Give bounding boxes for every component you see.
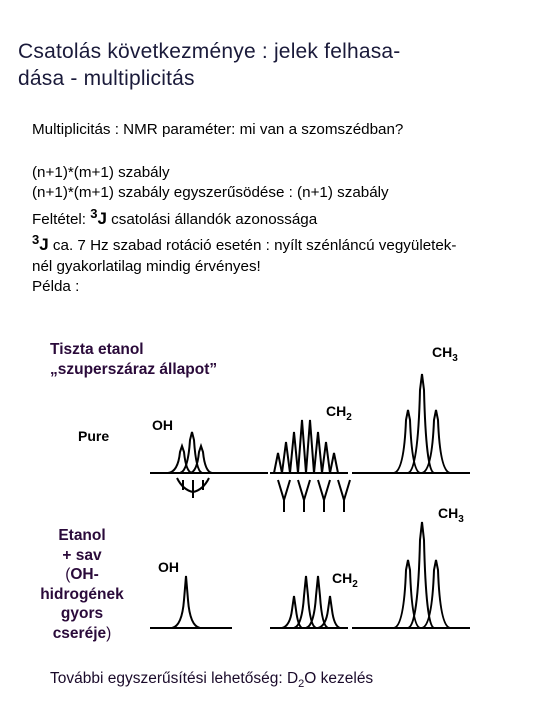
pure-oh-peak-3 [190, 446, 212, 473]
acid-label-line-4: hidrogének [40, 585, 124, 603]
rule-line-1: (n+1)*(m+1) szabály [32, 163, 170, 181]
title-line-2: dása - multiplicitás [18, 67, 195, 90]
ch2-line-2 [282, 442, 290, 473]
condition-prefix: Feltétel: [32, 210, 91, 228]
ch2-line-5 [306, 420, 314, 473]
coupling-superscript: 3 [32, 232, 40, 247]
acid-label-line-6: cseréje) [52, 624, 112, 642]
ch2-line-8 [330, 453, 338, 473]
ch2-line-6 [314, 432, 322, 473]
ch2-line-7 [322, 442, 330, 473]
coupling-j: J [39, 235, 49, 254]
pure-ch3-label: $CH_3$ [432, 344, 458, 364]
acid-oh-singlet [172, 576, 200, 628]
pure-spectrum-label: Pure [78, 428, 110, 444]
pure-ch3-peak-1 [394, 410, 420, 473]
pure-ch2-label: $CH_2$ [326, 403, 352, 423]
title-line-1: Csatolás következménye : jelek felhasa- [18, 40, 401, 63]
coupling-text-1: ca. 7 Hz szabad rotáció esetén : nyílt szénláncú vegyületek- [48, 237, 457, 254]
acid-oh-label: OH [158, 559, 179, 575]
pure-label-line-1: Tiszta etanol [50, 341, 144, 358]
acid-label-line-3: (OH- [65, 566, 99, 583]
acid-label-line-5: gyors [60, 605, 104, 622]
question-line: Multiplicitás : NMR paraméter: mi van a szomszédban? [32, 121, 404, 138]
coupling-line-2: nél gyakorlatilag mindig érvényes! [32, 257, 261, 275]
rule-line-2: (n+1)*(m+1) szabály egyszerűsödése : (n+1) szabály [32, 184, 389, 201]
acid-ch3-peak-1 [394, 560, 420, 628]
ch2-line-4 [298, 420, 306, 473]
condition-text: csatolási állandók azonossága [106, 210, 318, 228]
pure-label-line-2: „szuperszáraz állapot” [50, 360, 218, 378]
pure-oh-label: OH [152, 417, 173, 433]
ch2-line-3 [290, 432, 298, 473]
pure-ch2-splitting-tree [278, 480, 350, 512]
condition-superscript: 3 [90, 205, 98, 221]
pure-oh-splitting-tree [177, 478, 209, 498]
acid-label-line-1: Etanol [58, 527, 106, 544]
footer-note: További egyszerűsítési lehetőség: $D_2O$ kezelés [50, 670, 374, 690]
acid-ch3-label: $CH_3$ [438, 505, 464, 525]
ch2-line-1 [274, 453, 282, 473]
acid-label-line-2: + sav [62, 546, 102, 564]
acid-ch2-label: $CH_2$ [332, 570, 358, 590]
condition-j: J [97, 208, 107, 228]
footer-subscript: 2 [298, 678, 305, 690]
example-line: Példa : [32, 278, 80, 295]
